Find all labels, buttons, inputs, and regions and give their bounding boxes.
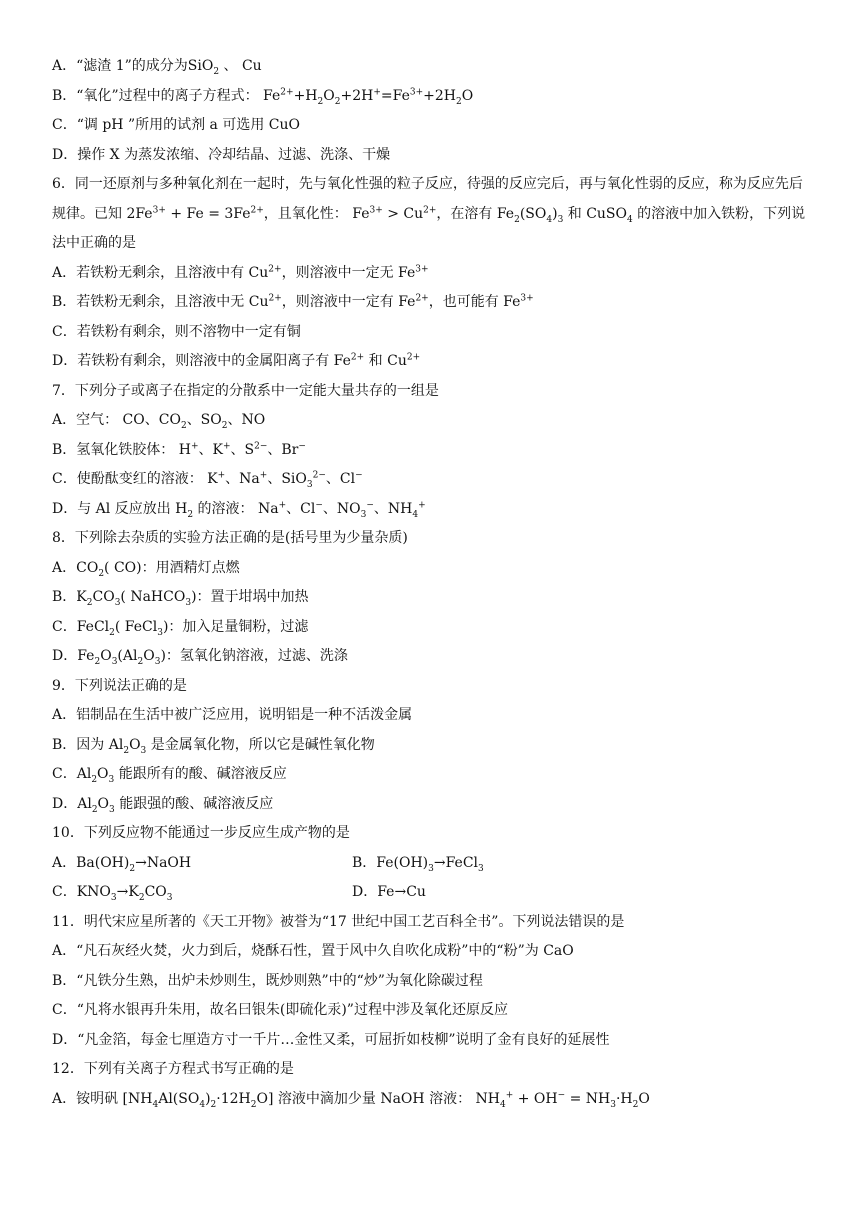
option-11a: A．“凡石灰经火焚，火力到后，烧酥石性，置于风中久自吹化成粉”中的“粉”为 CaO [52, 943, 574, 959]
option-right: D．Fe→Cu [352, 884, 426, 900]
question-stem-11: 11．明代宋应星所著的《天工开物》被誉为“17 世纪中国工艺百科全书”。下列说法错误的是 [52, 913, 625, 930]
option-9d: D．$Al_2O_3$ 能跟强的酸、碱溶液反应 [52, 795, 274, 815]
option-5c: C．“调 pH ”所用的试剂 a 可选用 CuO [52, 117, 301, 133]
option-7d: D．与 Al 反应放出 $H_2$ 的溶液： Na+、Cl−、$NO_3^-$、$NH_4^+$ [52, 499, 426, 520]
option-5d: D．操作 X 为蒸发浓缩、冷却结晶、过滤、洗涤、干燥 [52, 146, 391, 163]
question-stem-9: 9．下列说法正确的是 [52, 677, 187, 694]
option-6a: A．若铁粉无剩余，且溶液中有 $Cu^{2+}$，则溶液中一定无 $Fe^{3+}$ [52, 263, 429, 281]
option-8b: B．$K_2CO_3$( NaHCO$_3$)：置于坩埚中加热 [52, 589, 309, 608]
option-7c: C．使酚酞变红的溶液： K+、Na+、SiO$_3^{2-}$、Cl− [52, 470, 363, 490]
option-5b: B．“氧化”过程中的离子方程式： $Fe^{2+}+H_2O_2+2H^+=Fe^{3+}+2H_2O$ [52, 86, 474, 107]
question-stem-10: 10．下列反应物不能通过一步反应生成产物的是 [52, 825, 350, 841]
option-7a: A．空气： CO、$CO_2$、$SO_2$、NO [52, 412, 266, 431]
option-left: C．$KNO_3\to K_2CO_3$ [52, 884, 173, 903]
option-9c: C．$Al_2O_3$ 能跟所有的酸、碱溶液反应 [52, 766, 287, 785]
document-body [52, 52, 812, 1114]
option-6c: C．若铁粉有剩余，则不溶物中一定有铜 [52, 323, 301, 340]
option-8d: D．$Fe_2O_3(Al_2O_3)$：氢氧化钠溶液，过滤、洗涤 [52, 648, 348, 667]
option-12a: A．铵明矾 $[NH_4Al(SO_4)_2\cdot 12H_2O]$ 溶液中滴加少量 NaOH 溶液： $NH_4^+ + OH^- = NH_3\cdot H_2O$ [52, 1089, 650, 1110]
option-9b: B．因为 $Al_2O_3$ 是金属氧化物，所以它是碱性氧化物 [52, 736, 375, 756]
option-7b: B．氢氧化铁胶体： H+、K+、$S^{2-}$、Br− [52, 440, 306, 458]
option-8c: C．FeCl$_2$( FeCl$_3$)：加入足量铜粉，过滤 [52, 618, 309, 638]
option-9a: A．铝制品在生活中被广泛应用，说明铝是一种不活泼金属 [52, 707, 413, 723]
option-11d: D．“凡金箔，每金七厘造方寸一千片…金性又柔，可屈折如枝柳”说明了金有良好的延展性 [52, 1031, 610, 1048]
question-stem-12: 12．下列有关离子方程式书写正确的是 [52, 1061, 294, 1077]
option-8a: A．$CO_2$( CO)：用酒精灯点燃 [52, 559, 240, 579]
option-11c: C．“凡将水银再升朱用，故名曰银朱(即硫化汞)”过程中涉及氧化还原反应 [52, 1002, 508, 1018]
option-row-10ab [52, 849, 812, 879]
question-stem-6: 6．同一还原剂与多种氧化剂在一起时，先与氧化性强的粒子反应，待强的反应完后，再与氧化性弱的反应，称为反应先后规律。已知 $2Fe^{3+} + Fe = 3Fe^{2+}$，且氧化性： $Fe^{3+} > Cu^{2+}$，在溶有 $Fe_2(SO_4)_3$ 和 CuSO$_4$ 的溶液中加入铁粉，下列说法中正确的是 [52, 176, 806, 251]
option-right: B．$Fe(OH)_3\to FeCl_3$ [352, 854, 484, 874]
option-6d: D．若铁粉有剩余，则溶液中的金属阳离子有 $Fe^{2+}$ 和 $Cu^{2+}$ [52, 352, 421, 369]
question-stem-8: 8．下列除去杂质的实验方法正确的是(括号里为少量杂质) [52, 530, 408, 546]
option-5a: A．“滤渣 1”的成分为SiO$_2$ 、 Cu [52, 58, 262, 77]
option-row-10cd [52, 878, 812, 908]
option-left: A．$Ba(OH)_2\to NaOH$ [52, 854, 192, 874]
question-stem-7: 7．下列分子或离子在指定的分散系中一定能大量共存的一组是 [52, 382, 439, 399]
option-6b: B．若铁粉无剩余，且溶液中无 $Cu^{2+}$，则溶液中一定有 $Fe^{2+}$，也可能有 $Fe^{3+}$ [52, 293, 534, 310]
option-11b: B．“凡铁分生熟，出炉未炒则生，既炒则熟”中的“炒”为氧化除碳过程 [52, 972, 483, 989]
